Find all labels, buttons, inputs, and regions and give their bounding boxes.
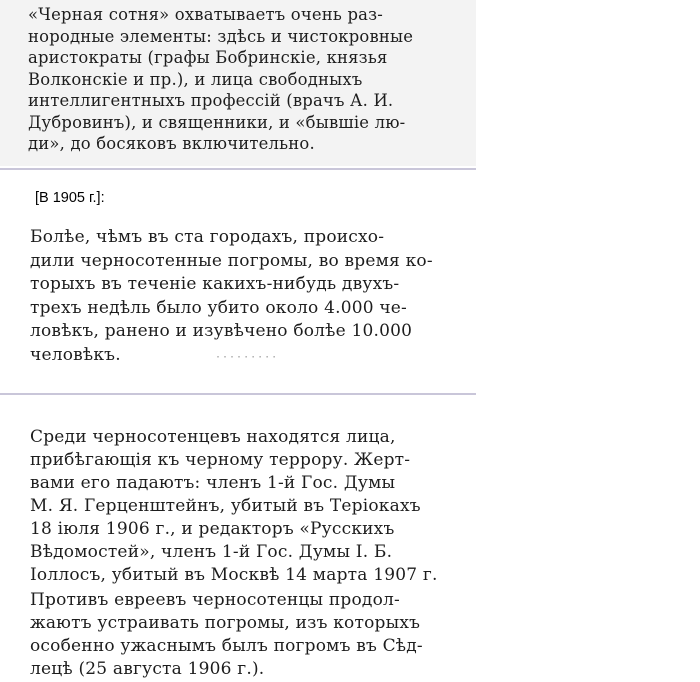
text-line: Среди черносотенцевъ находятся лица,	[30, 427, 396, 447]
text-line: М. Я. Герценштейнъ, убитый въ Теріокахъ	[30, 496, 421, 516]
divider-line	[0, 393, 476, 395]
text-line: особенно ужаснымъ былъ погромъ въ Сѣд-	[30, 636, 423, 656]
passage-black-hundred	[28, 4, 468, 155]
text-line: интеллигентныхъ профессій (врачъ А. И.	[28, 91, 394, 110]
text-line: человѣкъ.	[30, 344, 121, 365]
passage-terror	[30, 426, 455, 681]
text-line: Іоллосъ, убитый въ Москвѣ 14 марта 1907 г.	[30, 565, 438, 585]
scan-fragment-terror	[0, 396, 476, 682]
text-line: вами его падаютъ: членъ 1-й Гос. Думы	[30, 473, 396, 493]
text-line: Вѣдомостей», членъ 1-й Гос. Думы І. Б.	[30, 542, 393, 562]
text-line: дили черносотенные погромы, во время ко-	[30, 250, 433, 271]
text-line: аристократы (графы Бобринскіе, князья	[28, 48, 388, 67]
text-line: Волконскіе и пр.), и лица свободныхъ	[28, 69, 363, 89]
divider-line	[0, 168, 476, 170]
scan-artifact: ·········	[215, 352, 279, 363]
text-line: ловѣкъ, ранено и изувѣчено болѣе 10.000	[30, 321, 413, 341]
passage-pogroms-1905	[30, 226, 460, 367]
text-line: торыхъ въ теченіе какихъ-нибудь двухъ-	[30, 274, 400, 294]
text-line: Противъ евреевъ черносотенцы продол-	[30, 590, 400, 610]
scan-fragment-pogroms-1905	[0, 176, 476, 390]
scan-fragment-black-hundred	[0, 0, 476, 166]
text-line: трехъ недѣль было убито около 4.000 че-	[30, 297, 407, 318]
text-line: жаютъ устраивать погромы, изъ которыхъ	[30, 613, 421, 633]
text-line: Болѣе, чѣмъ въ ста городахъ, происхо-	[30, 227, 385, 247]
text-line: прибѣгающія къ черному террору. Жерт-	[30, 450, 411, 470]
date-label: [В 1905 г.]:	[35, 190, 105, 206]
text-line: 18 іюля 1906 г., и редакторъ «Русскихъ	[30, 519, 395, 539]
text-line: нородные элементы: здѣсь и чистокровные	[28, 26, 414, 46]
text-line: лецѣ (25 августа 1906 г.).	[30, 659, 265, 679]
text-line: ди», до босяковъ включительно.	[28, 134, 315, 153]
text-line: «Черная сотня» охватываетъ очень раз-	[28, 5, 383, 24]
text-line: Дубровинъ), и священники, и «бывшіе лю-	[28, 112, 406, 132]
